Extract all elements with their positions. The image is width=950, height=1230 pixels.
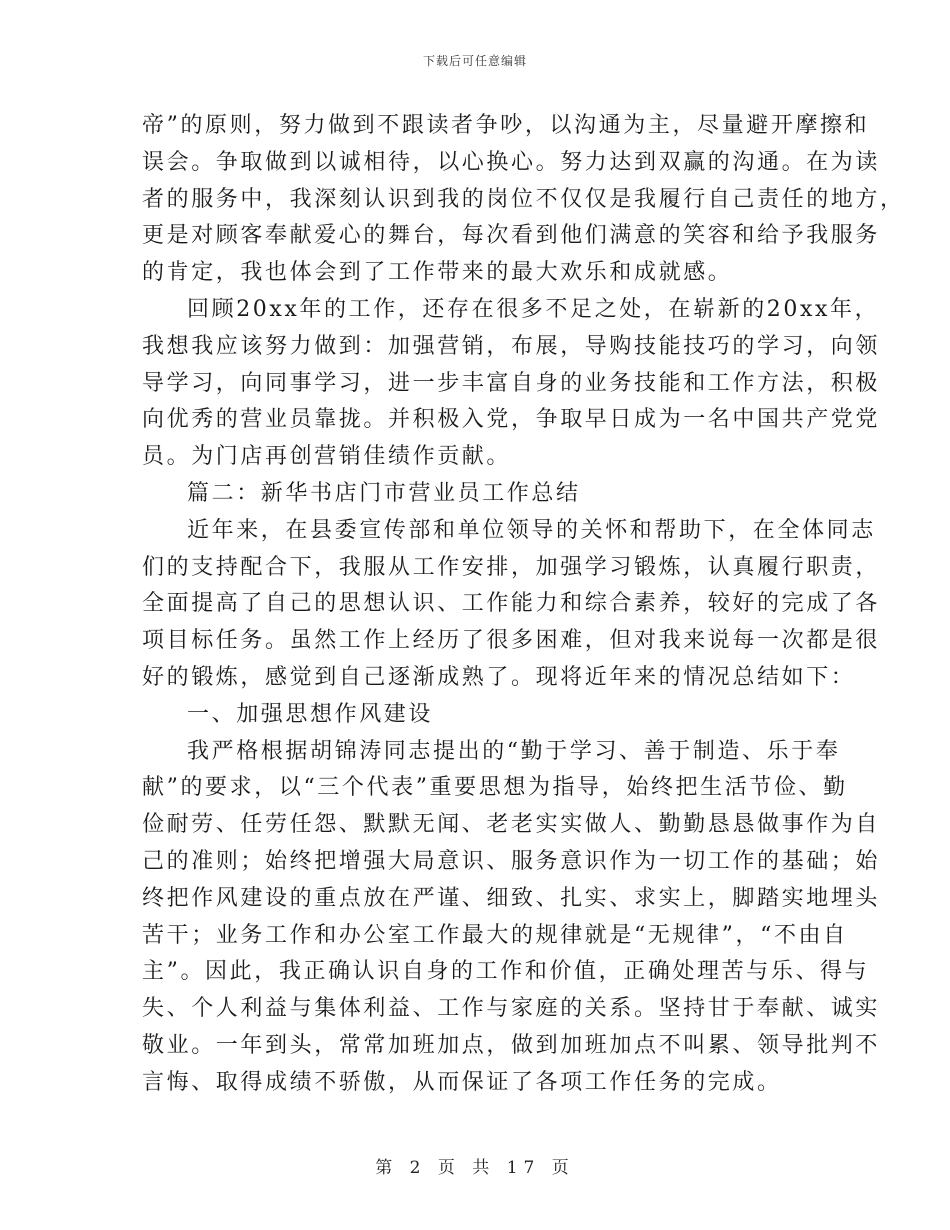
page-header: 下载后可任意编辑 [422,54,527,68]
text-line: 员。为门店再创营销佳绩作贡献。 [142,444,512,470]
paragraph-start: 近年来，在县委宣传部和单位领导的关怀和帮助下，在全体同志 [187,517,876,543]
page-number: 第 2 页 共 17 页 [375,1158,575,1178]
document-body [142,108,905,1102]
text-line: 敬业。一年到头，常常加班加点，做到加班加点不叫累、领导批判不 [142,1032,881,1058]
text-line: 全面提高了自己的思想认识、工作能力和综合素养，较好的完成了各 [142,591,881,617]
text-line: 言悔、取得成绩不骄傲，从而保证了各项工作任务的完成。 [142,1069,782,1095]
text-line: 苦干；业务工作和办公室工作最大的规律就是“无规律”，“不由自 [142,922,848,948]
text-line: 的肯定，我也体会到了工作带来的最大欢乐和成就感。 [142,260,733,286]
text-line: 们的支持配合下，我服从工作安排，加强学习锻炼，认真履行职责， [142,554,881,580]
paragraph-start: 回顾20xx年的工作，还存在很多不足之处，在崭新的20xx年， [187,296,880,322]
text-line: 更是对顾客奉献爱心的舞台，每次看到他们满意的笑容和给予我服务 [142,223,881,249]
text-line: 终把作风建设的重点放在严谨、细致、扎实、求实上，脚踏实地埋头 [142,885,881,911]
text-line: 者的服务中，我深刻认识到我的岗位不仅仅是我履行自己责任的地方， [142,186,905,212]
text-line: 向优秀的营业员靠拢。并积极入党，争取早日成为一名中国共产党党 [142,407,881,433]
text-line: 我想我应该努力做到：加强营销，布展，导购技能技巧的学习，向领 [142,333,881,359]
text-line: 帝”的原则，努力做到不跟读者争吵，以沟通为主，尽量避开摩擦和 [142,113,870,138]
section-heading: 篇二：新华书店门市营业员工作总结 [187,480,581,506]
text-line: 误会。争取做到以诚相待，以心换心。努力达到双赢的沟通。在为读 [142,149,881,175]
paragraph-start: 我严格根据胡锦涛同志提出的“勤于学习、善于制造、乐于奉 [187,738,841,764]
text-line: 导学习，向同事学习，进一步丰富自身的业务技能和工作方法，积极 [142,370,881,396]
text-line: 献”的要求，以“三个代表”重要思想为指导，始终把生活节俭、勤 [142,775,848,801]
subsection-heading: 一、加强思想作风建设 [187,701,434,727]
text-line: 俭耐劳、任劳任怨、默默无闻、老老实实做人、勤勤恳恳做事作为自 [142,812,881,838]
text-line: 项目标任务。虽然工作上经历了很多困难，但对我来说每一次都是很 [142,628,881,654]
text-line: 己的准则；始终把增强大局意识、服务意识作为一切工作的基础；始 [142,848,881,874]
text-line: 好的锻炼，感觉到自己逐渐成熟了。现将近年来的情况总结如下： [142,664,856,690]
text-line: 失、个人利益与集体利益、工作与家庭的关系。坚持甘于奉献、诚实 [142,996,881,1022]
text-line: 主”。因此，我正确认识自身的工作和价值，正确处理苦与乐、得与 [142,959,870,985]
